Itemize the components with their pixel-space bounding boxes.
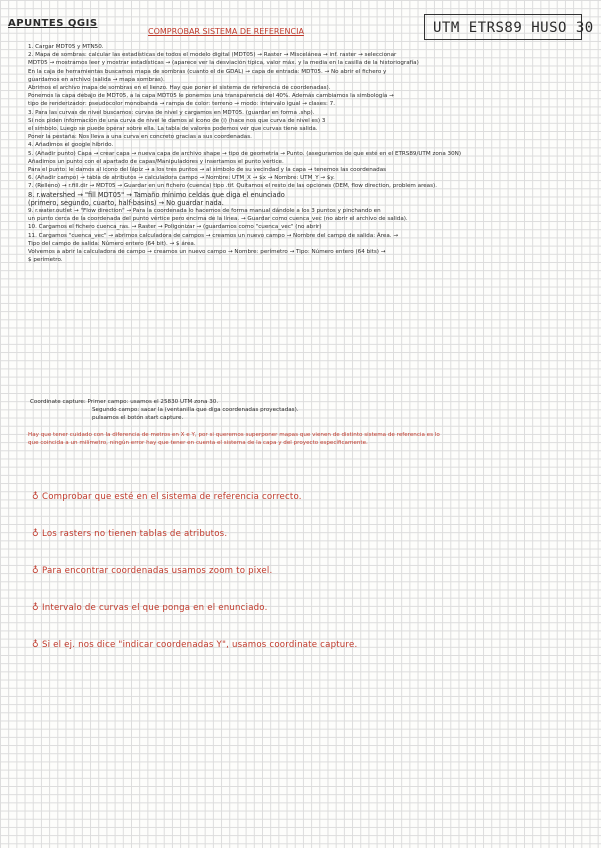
tip-item — [32, 492, 302, 502]
note-line: (primero, segundo, cuarto, half-basins) → No guardar nada. — [28, 198, 224, 207]
tip-item — [32, 603, 268, 613]
note-line: Tipo del campo de salida: Número entero (64 bit). → $ área. — [28, 240, 196, 247]
note-line: 6. (Añadir campo) → tabla de atributos → calculadora campo → Nombre: UTM_X → $x → Nombre: UTM_Y → $y. — [28, 175, 335, 182]
lightbulb-icon: ♁ — [32, 492, 39, 502]
note-line: Si nos piden información de una curva de nivel le damos al icono de (i) (hace nos que curva de nivel es) 3 — [28, 117, 326, 124]
tip-text: Comprobar que esté en el sistema de referencia correcto. — [42, 492, 302, 502]
note-line: 8. r.watershed → "fill MDT05" → Tamaño mínimo celdas que diga el enunciado — [28, 190, 285, 199]
note-line: Añadimos un punto con el apartado de capas/Manipuladores y insertamos el punto vértice. — [28, 158, 284, 165]
tip-item — [32, 640, 357, 650]
notes-block — [28, 43, 588, 264]
note-line: un punto cerca de la coordenada del punto vértice pero encima de la línea. → Guardar como cuenca_vec (no abrir el archivo de salida). — [28, 216, 408, 223]
note-line: 5. (Añadir punto) Capa → crear capa → nueva capa de archivo shape → tipo de geometría → Punto. (aseguramos de que esté en el ETRS89/UTM zona 30N) — [28, 150, 462, 157]
tip-text: Si el ej. nos dice "indicar coordenadas Y", usamos coordinate capture. — [42, 640, 358, 650]
note-line: 11. Cargamos "cuenca_vec" → abrimos calculadora de campos → creamos un nuevo campo → Nombre del campo de salida: Área. → — [28, 232, 399, 239]
note-line: 10. Cargamos el fichero cuenca_ras. → Raster → Poligonizar → (guardamos como "cuenca_vec" (no abrir) — [28, 224, 322, 231]
warning-line: que coincida a un milímetro, ningún error hay que tener en cuenta el sistema de la capa y del proyecto específicamente. — [28, 440, 368, 447]
warning-line: Hay que tener cuidado con la diferencia de metros en X e Y, por si queremos superponer mapas que vienen de distinto sistema de referencia es lo — [28, 432, 440, 438]
coordinate-capture-block — [30, 398, 299, 423]
note-line: Ponemos la capa debajo de MDT05, a la capa MDT05 le ponemos una transparencia del 40%. Además cambiamos la simbología → — [28, 93, 394, 100]
note-line: tipo de renderizador: pseudocolor monobanda → rampa de color: terreno → modo: intervalo igual → clases: 7. — [28, 101, 335, 108]
lightbulb-icon: ♁ — [32, 529, 39, 539]
lightbulb-icon: ♁ — [32, 566, 39, 576]
note-line: el símbolo. Luego se puede operar sobre ella. La tabla de valores podemos ver que curvas tiene salida. — [28, 126, 318, 133]
note-line: guardamos en archivo (salida → mapa sombras). — [28, 76, 165, 83]
note-line: $ perímetro. — [28, 257, 63, 264]
note-line: 2. Mapa de sombras: calcular las estadísticas de todos el modelo digital (MDT05) → Raster → Miscelánea → inf. raster → seleccionar — [28, 52, 397, 59]
note-line: Poner la pestaña: Nos lleva a una curva en concreto gracias a sus coordenadas. — [28, 134, 252, 141]
note-line: En la caja de herramientas buscamos mapa de sombras (cuanto el de GDAL) → capa de entrada: MDT05. → No abrir el fichero y — [28, 68, 387, 75]
crs-box: UTM ETRS89 HUSO 30 — [424, 14, 582, 40]
lightbulb-icon: ♁ — [32, 640, 39, 650]
tip-text: Intervalo de curvas el que ponga en el enunciado. — [42, 603, 268, 613]
note-line: MDT05 → mostramos leer y mostrar estadísticas → (aparece ver la desviación típica, valor máx. y la media en la casilla de la historiografía) — [28, 60, 419, 67]
tip-item — [32, 529, 227, 539]
lightbulb-icon: ♁ — [32, 603, 39, 613]
capture-line: Coordinate capture: Primer campo: usamos el 25830 UTM zona 30. — [30, 399, 219, 405]
subtitle: COMPROBAR SISTEMA DE REFERENCIA — [148, 27, 304, 36]
tip-item — [32, 566, 272, 576]
tip-text: Para encontrar coordenadas usamos zoom to pixel. — [42, 566, 273, 576]
note-line: 9. r.water.outlet → "Flow direction" → Para la coordenada lo hacemos de forma manual dándole a los 3 puntos y pinchando en — [28, 208, 381, 215]
note-line: Para el punto: le damos al icono del lápiz → a los tres puntos → al símbolo de su vecindad y la capa → tenemos las coordenadas — [28, 167, 387, 174]
note-line: 7. (Relleno) → r.fill.dir → MDT05 → Guardar en un fichero (cuenca) tipo .tif. Quitamos el resto de las opciones (DEM, flow direction, problem areas). — [28, 183, 437, 190]
capture-line: pulsamos el botón start capture. — [92, 415, 184, 422]
note-line: Volvemos a abrir la calculadora de campo → creamos un nuevo campo → Nombre: perímetro → Tipo: Número entero (64 bits) → — [28, 249, 386, 256]
tip-text: Los rasters no tienen tablas de atributos. — [42, 529, 228, 539]
note-line: Abrimos el archivo mapa de sombras en el lienzo. Hay que poner el sistema de referencia de coordenadas). — [28, 85, 331, 92]
warning-paragraph — [28, 431, 588, 447]
title: APUNTES QGIS — [8, 18, 98, 29]
capture-line: Segundo campo: sacar la (ventanilla que diga coordenadas proyectadas). — [92, 407, 299, 414]
note-line: 1. Cargar MDT05 y MTN50. — [28, 44, 104, 50]
note-line: 3. Para las curvas de nivel buscamos: curvas de nivel y cargamos en MDT05. (guardar en forma .shp). — [28, 109, 315, 116]
note-line: 4. Añadimos el google híbrido. — [28, 142, 114, 149]
